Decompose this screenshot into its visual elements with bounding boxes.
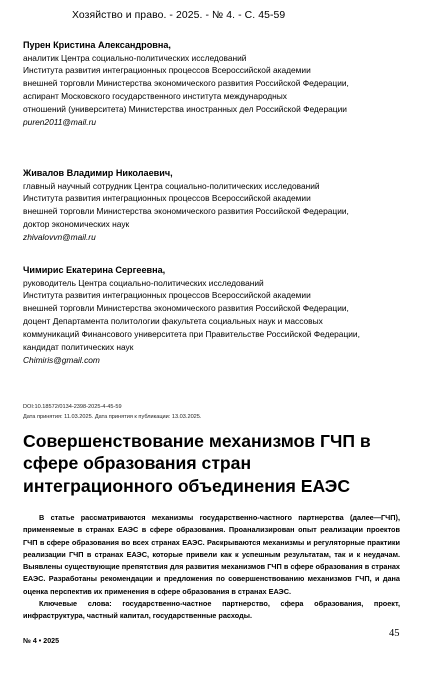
author-affiliation-line: доктор экономических наук [23,219,130,230]
journal-citation-header: Хозяйство и право. - 2025. - № 4. - С. 45-59 [72,10,286,21]
author-block [23,40,403,129]
author-email: zhivalovvn@mail.ru [23,232,96,243]
author-affiliation-line: доцент Департамента политологии факультета социальных наук и массовых [23,316,323,327]
publication-dates: Дата принятия: 11.03.2025. Дата принятия к публикации: 13.03.2025. [23,414,202,420]
article-title: Совершенствование механизмов ГЧП в сфере образования стран интеграционного объединения ЕАЭС [23,431,371,496]
author-affiliation-line: аналитик Центра социально-политических исследований [23,52,247,63]
author-email: puren2011@mail.ru [23,117,97,128]
author-affiliation-line: Института развития интеграционных процессов Всероссийской академии [23,290,311,301]
author-name: Пурен Кристина Александровна, [23,40,171,50]
author-affiliation-line: внешней торговли Министерства экономического развития Российской Федерации, [23,206,349,217]
author-affiliation-line: коммуникаций Финансового университета при Правительстве Российской Федерации, [23,329,360,340]
author-affiliation-line: Института развития интеграционных процессов Всероссийской академии [23,65,311,76]
keywords: Ключевые слова: государственно-частное партнерство, сфера образования, проект, инфраструктура, частный капитал, государственные расходы. [23,599,400,621]
author-affiliation-line: внешней торговли Министерства экономического развития Российской Федерации, [23,78,349,89]
author-affiliation-line: отношений (университета) Министерства иностранных дел Российской Федерации [23,104,347,115]
author-affiliation-line: главный научный сотрудник Центра социально-политических исследований [23,180,320,191]
author-affiliation-line: внешней торговли Министерства экономического развития Российской Федерации, [23,303,349,314]
author-affiliation-line: аспирант Московского государственного института международных [23,91,287,102]
author-email: Chimiris@gmail.com [23,354,100,365]
author-affiliation-line: руководитель Центра социально-политических исследований [23,277,264,288]
author-name: Чимирис Екатерина Сергеевна, [23,265,166,275]
author-block [23,168,403,244]
author-affiliation-line: Института развития интеграционных процессов Всероссийской академии [23,193,311,204]
doi: DOI:10.18572/0134-2398-2025-4-45-59 [23,404,122,410]
issue-footer: № 4 • 2025 [23,637,60,645]
abstract-text: В статье рассматриваются механизмы государственно-частного партнерства (далее—ГЧП), применяемые в странах ЕАЭС в сфере образования. Проанализирован опыт реализации проектов ГЧП в сфере образования во всех странах ЕАЭС. Раскрываются механизмы и регуляторные практики реализации ГЧП в странах ЕАЭС, которые привели как к успешным результатам, так и к неудачам. Выявлены существующие препятствия для развития механизмов ГЧП в сфере образования в странах ЕАЭС. Разработаны рекомендации и предложения по совершенствованию механизмов ГЧП, и дана оценка перспектив их применения в сфере образования в странах ЕАЭС. [23,513,400,596]
author-affiliation-line: кандидат политических наук [23,342,134,353]
page-number: 45 [389,628,400,639]
author-block [23,265,403,367]
abstract [23,512,400,623]
author-name: Живалов Владимир Николаевич, [23,168,173,178]
